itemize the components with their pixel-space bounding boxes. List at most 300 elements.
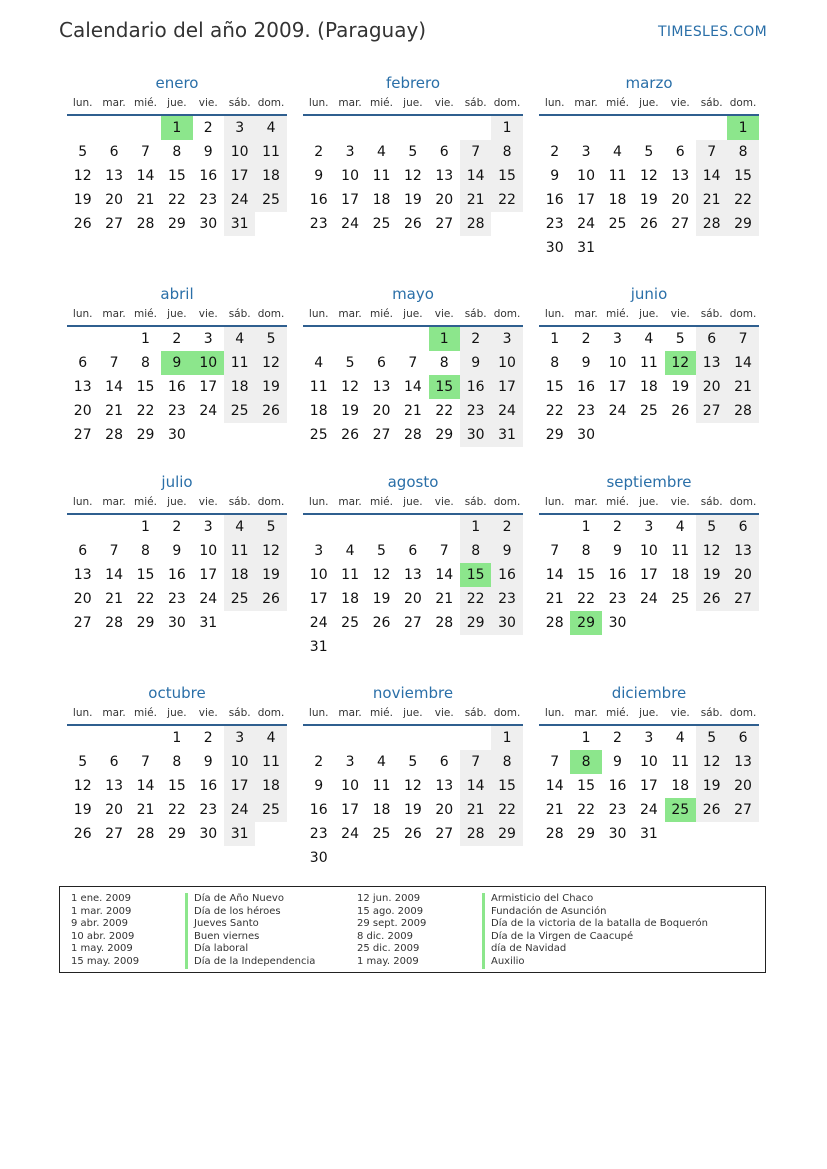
day-cell: 21 [545, 591, 564, 607]
day-cell: 9 [203, 144, 213, 160]
day-cell: 12 [255, 539, 286, 563]
day-cell: 25 [639, 403, 658, 419]
weekday-label: dom. [493, 496, 521, 508]
legend-names-left [185, 893, 315, 969]
day-cell: 17 [199, 567, 218, 583]
day-cell: 30 [545, 240, 564, 256]
empty-cell [539, 726, 570, 750]
day-cell: 15 [577, 567, 595, 583]
day-cell: 27 [73, 427, 92, 443]
day-cell: 28 [545, 826, 564, 842]
legend-names-right [482, 893, 708, 969]
day-cell: 31 [309, 639, 328, 655]
weekday-label: mar. [338, 97, 362, 109]
legend-holiday-name: Jueves Santo [185, 918, 315, 931]
day-cell: 4 [345, 543, 355, 559]
day-cell: 13 [403, 567, 422, 583]
legend-date: 1 mar. 2009 [71, 905, 132, 917]
day-cell: 26 [73, 826, 92, 842]
weekday-header [303, 97, 523, 109]
day-cell: 22 [577, 802, 595, 818]
day-cell: 7 [727, 327, 758, 351]
day-cell: 28 [105, 427, 123, 443]
weekday-label: vie. [198, 496, 218, 508]
day-cell: 5 [255, 327, 286, 351]
legend-holiday-name: Día de Año Nuevo [185, 893, 315, 906]
empty-cell [67, 327, 98, 351]
weekday-label: jue. [167, 707, 187, 719]
day-cell: 11 [309, 379, 328, 395]
day-cell: 4 [255, 726, 286, 750]
empty-cell [539, 116, 570, 140]
day-cell: 2 [581, 331, 591, 347]
empty-cell [633, 116, 664, 140]
weekday-label: mar. [338, 308, 362, 320]
day-cell: 25 [608, 216, 627, 232]
day-cell: 30 [199, 216, 218, 232]
empty-cell [397, 515, 428, 539]
day-cell: 17 [491, 375, 522, 399]
day-cell: 16 [577, 379, 595, 395]
day-cell: 31 [491, 423, 522, 447]
day-cell: 2 [460, 327, 491, 351]
weekday-header [303, 496, 523, 508]
empty-cell [397, 726, 428, 750]
day-cell: 24 [224, 188, 255, 212]
day-cell: 12 [403, 778, 422, 794]
legend-dates-left [71, 893, 139, 969]
day-cell: 31 [639, 826, 658, 842]
day-cell: 29 [491, 822, 522, 846]
day-cell: 1 [460, 515, 491, 539]
day-cell: 12 [255, 351, 286, 375]
day-cell: 28 [136, 826, 155, 842]
day-cell: 2 [172, 519, 182, 535]
day-cell: 16 [309, 192, 328, 208]
day-cell: 19 [341, 403, 359, 419]
weekday-label: mar. [102, 308, 126, 320]
day-cell: 26 [696, 587, 727, 611]
day-cell: 8 [581, 543, 591, 559]
day-cell: 12 [372, 567, 391, 583]
day-cell: 19 [73, 192, 92, 208]
day-cell: 10 [639, 543, 658, 559]
day-cell: 3 [644, 519, 654, 535]
weekday-label: lun. [544, 308, 565, 320]
legend-date: 1 may. 2009 [71, 943, 133, 955]
day-cell: 1 [141, 519, 150, 535]
weekday-label: sáb. [464, 308, 487, 320]
weekday-label: vie. [670, 707, 690, 719]
day-cell: 20 [105, 192, 123, 208]
legend-date: 9 abr. 2009 [71, 918, 129, 930]
month-diciembre [539, 683, 759, 846]
day-cell: 22 [435, 403, 454, 419]
weekday-label: mié. [606, 707, 629, 719]
month-mayo [303, 284, 523, 447]
day-cell: 25 [372, 216, 391, 232]
day-cell: 8 [141, 355, 150, 371]
weekday-label: jue. [167, 308, 187, 320]
day-cell: 15 [167, 168, 186, 184]
day-cell: 11 [372, 168, 391, 184]
day-cell: 22 [136, 403, 155, 419]
day-cell: 6 [439, 144, 449, 160]
day-cell: 2 [314, 144, 324, 160]
day-cell: 31 [224, 822, 255, 846]
weekday-header [539, 496, 759, 508]
day-cell: 21 [545, 802, 564, 818]
weekday-label: lun. [308, 496, 329, 508]
day-cell: 13 [372, 379, 391, 395]
day-cell: 27 [727, 587, 758, 611]
weekday-label: mié. [370, 496, 393, 508]
day-cell: 26 [341, 427, 359, 443]
day-cell: 3 [644, 730, 654, 746]
day-cell: 12 [341, 379, 359, 395]
day-cell: 28 [545, 615, 564, 631]
weekday-header [539, 707, 759, 719]
day-cell: 22 [460, 587, 491, 611]
day-cell: 23 [608, 591, 627, 607]
month-name: octubre [148, 684, 206, 702]
day-cell: 13 [105, 778, 123, 794]
day-cell: 3 [203, 519, 213, 535]
empty-cell [366, 726, 397, 750]
weekday-label: vie. [434, 97, 454, 109]
page-title: Calendario del año 2009. (Paraguay) [59, 18, 427, 42]
empty-cell [98, 327, 129, 351]
day-cell: 2 [314, 754, 324, 770]
day-cell: 12 [73, 168, 92, 184]
day-cell: 23 [460, 399, 491, 423]
empty-cell [366, 515, 397, 539]
day-cell: 10 [639, 754, 658, 770]
day-cell: 24 [639, 802, 658, 818]
day-cell: 8 [172, 754, 182, 770]
weekday-label: mié. [134, 97, 157, 109]
month-octubre [67, 683, 287, 846]
day-cell: 3 [345, 144, 355, 160]
day-cell: 22 [577, 591, 595, 607]
day-cell: 30 [608, 615, 627, 631]
weekday-label: lun. [544, 707, 565, 719]
weekday-label: mar. [574, 308, 598, 320]
day-cell: 21 [105, 403, 123, 419]
day-cell: 23 [545, 216, 564, 232]
day-cell: 24 [309, 615, 328, 631]
day-cell: 18 [671, 778, 690, 794]
weekday-label: lun. [308, 97, 329, 109]
day-cell: 27 [435, 826, 454, 842]
day-cell: 14 [403, 379, 422, 395]
weekday-label: jue. [639, 308, 659, 320]
day-cell: 16 [545, 192, 564, 208]
weekday-label: lun. [72, 308, 93, 320]
weekday-label: lun. [308, 707, 329, 719]
day-cell: 23 [167, 403, 186, 419]
day-cell: 22 [491, 188, 522, 212]
day-cell: 29 [167, 826, 186, 842]
day-cell: 8 [727, 140, 758, 164]
day-cell: 10 [224, 750, 255, 774]
weekday-label: dom. [729, 707, 757, 719]
day-cell: 10 [199, 543, 218, 559]
day-cell: 21 [696, 188, 727, 212]
weekday-label: dom. [257, 97, 285, 109]
day-cell: 2 [172, 331, 182, 347]
day-cell: 13 [105, 168, 123, 184]
weekday-header [539, 308, 759, 320]
day-cell: 31 [577, 240, 595, 256]
holiday-day-cell: 1 [727, 116, 758, 140]
day-cell: 23 [608, 802, 627, 818]
day-cell: 8 [550, 355, 560, 371]
day-cell: 18 [608, 192, 627, 208]
legend-date: 10 abr. 2009 [71, 930, 135, 942]
day-cell: 26 [639, 216, 658, 232]
day-cell: 24 [341, 216, 359, 232]
day-cell: 21 [727, 375, 758, 399]
day-cell: 23 [491, 587, 522, 611]
day-cell: 10 [224, 140, 255, 164]
legend-holiday-name: Día de la Virgen de Caacupé [482, 931, 708, 944]
day-cell: 17 [341, 192, 359, 208]
day-cell: 29 [460, 611, 491, 635]
day-cell: 20 [671, 192, 690, 208]
weekday-label: sáb. [700, 97, 723, 109]
day-cell: 17 [341, 802, 359, 818]
weekday-label: sáb. [228, 496, 251, 508]
day-cell: 30 [199, 826, 218, 842]
day-cell: 2 [550, 144, 560, 160]
day-cell: 27 [727, 798, 758, 822]
weekday-label: mié. [370, 97, 393, 109]
weekday-label: dom. [729, 308, 757, 320]
day-cell: 29 [727, 212, 758, 236]
day-cell: 25 [224, 587, 255, 611]
day-cell: 28 [460, 212, 491, 236]
weekday-label: sáb. [700, 496, 723, 508]
day-cell: 18 [639, 379, 658, 395]
day-cell: 6 [109, 754, 119, 770]
day-cell: 9 [581, 355, 591, 371]
day-grid [67, 726, 287, 846]
day-cell: 29 [545, 427, 564, 443]
weekday-label: jue. [639, 496, 659, 508]
legend-holiday-name: Fundación de Asunción [482, 906, 708, 919]
legend-holiday-name: Día de la victoria de la batalla de Boquerón [482, 918, 708, 931]
day-cell: 26 [73, 216, 92, 232]
day-cell: 29 [435, 427, 454, 443]
day-cell: 16 [608, 567, 627, 583]
weekday-label: lun. [72, 97, 93, 109]
day-grid [539, 726, 759, 846]
day-cell: 21 [136, 192, 155, 208]
month-name: mayo [392, 285, 434, 303]
day-cell: 8 [491, 750, 522, 774]
day-cell: 27 [403, 615, 422, 631]
day-cell: 24 [199, 591, 218, 607]
day-cell: 19 [372, 591, 391, 607]
day-cell: 5 [255, 515, 286, 539]
day-cell: 4 [675, 519, 685, 535]
day-cell: 3 [224, 726, 255, 750]
legend-holiday-name: Auxilio [482, 956, 708, 969]
day-cell: 17 [577, 192, 595, 208]
holiday-day-cell: 1 [429, 327, 460, 351]
legend-holiday-name: Buen viernes [185, 931, 315, 944]
weekday-header [67, 308, 287, 320]
weekday-label: dom. [257, 496, 285, 508]
weekday-label: lun. [72, 496, 93, 508]
legend-date: 8 dic. 2009 [357, 930, 413, 942]
day-cell: 3 [581, 144, 591, 160]
day-cell: 5 [78, 144, 88, 160]
day-cell: 16 [199, 168, 218, 184]
weekday-label: mié. [134, 496, 157, 508]
weekday-header [67, 496, 287, 508]
weekday-label: vie. [434, 496, 454, 508]
day-cell: 19 [255, 375, 286, 399]
day-cell: 10 [491, 351, 522, 375]
day-cell: 30 [167, 427, 186, 443]
empty-cell [67, 726, 98, 750]
day-cell: 16 [491, 563, 522, 587]
day-cell: 12 [696, 539, 727, 563]
day-cell: 6 [109, 144, 119, 160]
day-cell: 5 [345, 355, 355, 371]
day-cell: 26 [255, 399, 286, 423]
empty-cell [570, 116, 601, 140]
day-cell: 15 [136, 567, 155, 583]
empty-cell [429, 726, 460, 750]
day-cell: 29 [167, 216, 186, 232]
day-cell: 14 [696, 164, 727, 188]
day-cell: 6 [727, 515, 758, 539]
legend-date: 25 dic. 2009 [357, 943, 420, 955]
weekday-label: sáb. [228, 308, 251, 320]
month-julio [67, 472, 287, 635]
day-cell: 6 [696, 327, 727, 351]
day-cell: 20 [73, 591, 92, 607]
day-cell: 26 [372, 615, 391, 631]
day-cell: 17 [309, 591, 328, 607]
day-cell: 7 [550, 754, 560, 770]
legend-holiday-name: Armisticio del Chaco [482, 893, 708, 906]
month-name: noviembre [372, 684, 454, 702]
day-cell: 26 [403, 826, 422, 842]
day-grid [303, 726, 523, 870]
day-cell: 16 [167, 567, 186, 583]
empty-cell [334, 726, 365, 750]
day-cell: 1 [172, 730, 182, 746]
day-cell: 5 [78, 754, 88, 770]
day-cell: 10 [309, 567, 328, 583]
empty-cell [696, 116, 727, 140]
weekday-label: mié. [134, 308, 157, 320]
day-cell: 15 [577, 778, 595, 794]
weekday-label: jue. [403, 496, 423, 508]
day-cell: 14 [727, 351, 758, 375]
holiday-day-cell: 25 [665, 798, 696, 822]
day-cell: 9 [491, 539, 522, 563]
day-cell: 12 [639, 168, 658, 184]
day-cell: 16 [460, 375, 491, 399]
day-cell: 4 [377, 144, 386, 160]
month-agosto [303, 472, 523, 659]
weekday-label: jue. [167, 97, 187, 109]
day-cell: 28 [435, 615, 454, 631]
day-cell: 29 [136, 427, 155, 443]
day-grid [303, 515, 523, 659]
weekday-label: mié. [606, 97, 629, 109]
day-cell: 15 [545, 379, 564, 395]
day-cell: 11 [671, 543, 690, 559]
legend-date: 15 ago. 2009 [357, 905, 424, 917]
weekday-header [67, 707, 287, 719]
day-cell: 11 [255, 750, 286, 774]
day-cell: 24 [224, 798, 255, 822]
brand-link[interactable]: TIMESLES.COM [658, 24, 767, 40]
day-cell: 10 [341, 778, 359, 794]
day-cell: 7 [550, 543, 560, 559]
day-cell: 6 [78, 543, 88, 559]
day-cell: 13 [73, 379, 92, 395]
empty-cell [334, 515, 365, 539]
day-cell: 23 [309, 216, 328, 232]
legend-date: 29 sept. 2009 [357, 918, 427, 930]
day-grid [67, 515, 287, 635]
empty-cell [397, 327, 428, 351]
day-cell: 4 [255, 116, 286, 140]
weekday-label: jue. [639, 97, 659, 109]
day-cell: 14 [435, 567, 454, 583]
day-cell: 25 [341, 615, 359, 631]
empty-cell [98, 515, 129, 539]
day-cell: 24 [199, 403, 218, 419]
legend-date: 1 may. 2009 [357, 955, 419, 967]
day-cell: 24 [577, 216, 595, 232]
empty-cell [429, 116, 460, 140]
day-cell: 3 [224, 116, 255, 140]
day-cell: 18 [372, 802, 391, 818]
day-cell: 20 [403, 591, 422, 607]
empty-cell [303, 726, 334, 750]
month-name: abril [160, 285, 194, 303]
day-cell: 5 [408, 754, 418, 770]
day-cell: 30 [460, 423, 491, 447]
day-cell: 1 [550, 331, 560, 347]
month-enero [67, 73, 287, 236]
day-cell: 27 [671, 216, 690, 232]
day-cell: 9 [172, 543, 182, 559]
day-cell: 3 [314, 543, 324, 559]
day-cell: 17 [224, 774, 255, 798]
day-cell: 3 [613, 331, 622, 347]
day-cell: 28 [403, 427, 422, 443]
day-grid [539, 515, 759, 635]
holiday-day-cell: 1 [161, 116, 192, 140]
day-cell: 20 [435, 192, 454, 208]
weekday-label: mié. [370, 707, 393, 719]
month-noviembre [303, 683, 523, 870]
day-cell: 7 [408, 355, 418, 371]
day-cell: 31 [224, 212, 255, 236]
weekday-header [67, 97, 287, 109]
day-cell: 23 [199, 192, 218, 208]
weekday-label: mar. [338, 707, 362, 719]
